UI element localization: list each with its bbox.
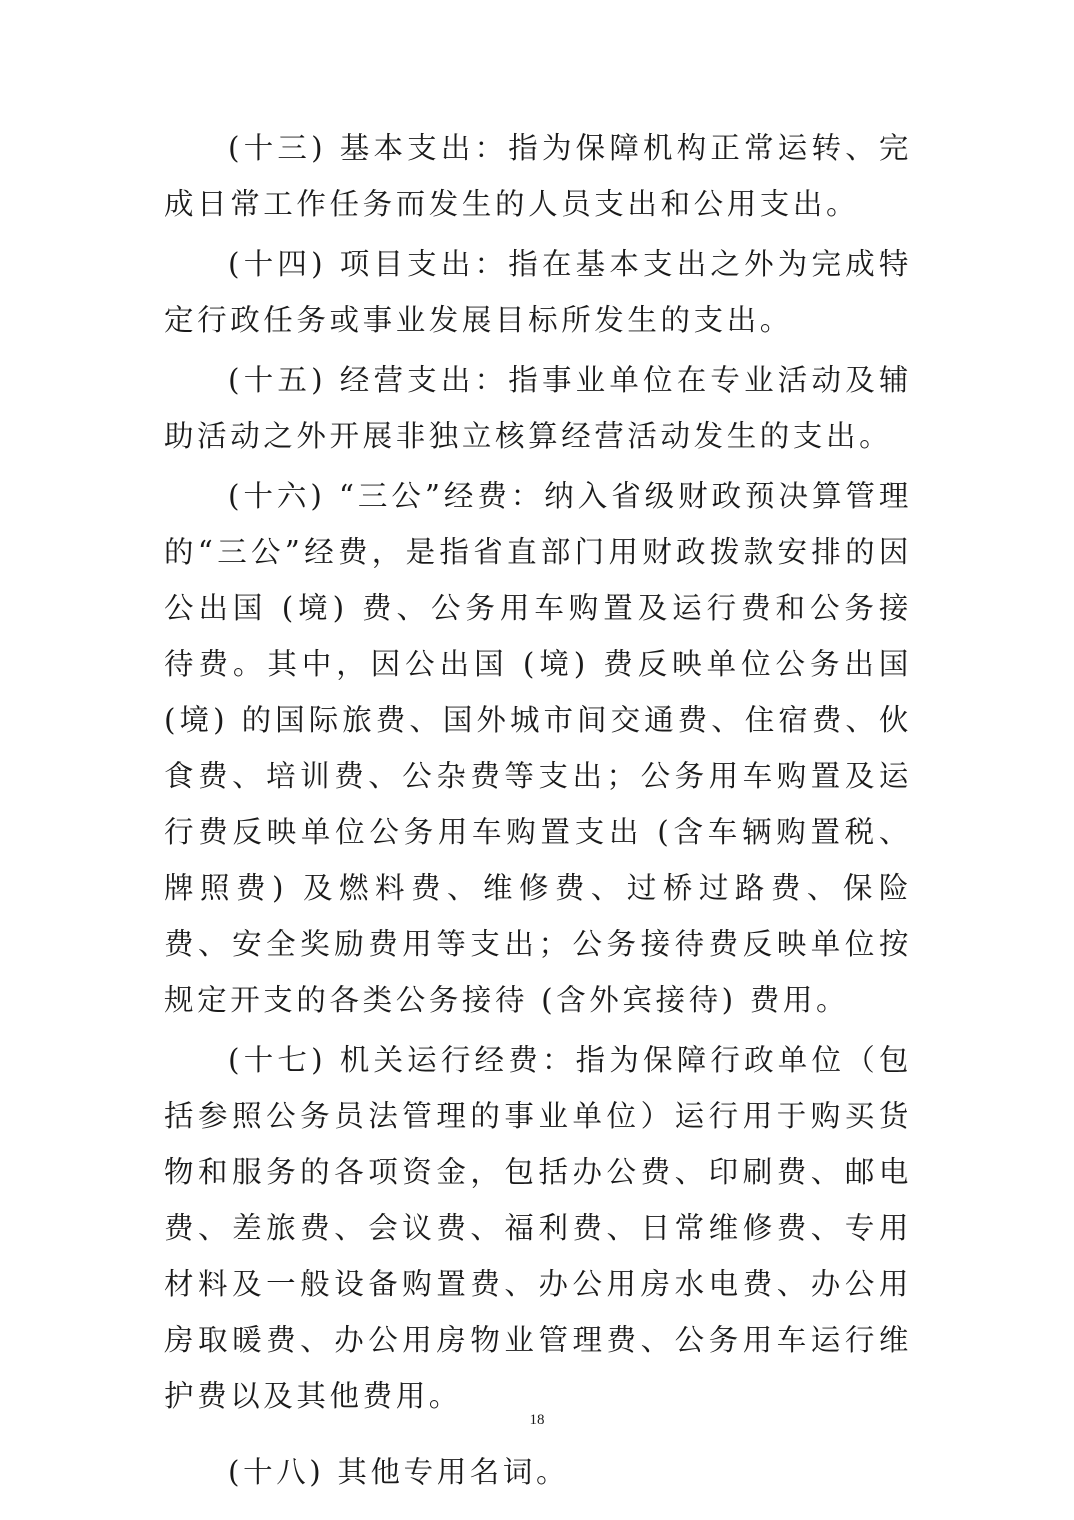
paragraph-agency-operating-funds: (十七) 机关运行经费：指为保障行政单位（包括参照公务员法管理的事业单位）运行用于购买货物和服务的各项资金，包括办公费、印刷费、邮电费、差旅费、会议费、福利费、日常维修费、专用材料及一般设备购置费、办公用房水电费、办公用房取暖费、办公用房物业管理费、公务用车运行维护费以及其他费用。 bbox=[164, 1043, 912, 1413]
paragraph-other-terms: (十八) 其他专用名词。 bbox=[228, 1455, 570, 1489]
page-number: 18 bbox=[529, 1412, 545, 1428]
document-body bbox=[164, 120, 912, 1500]
paragraph-operating-expenditure: (十五) 经营支出：指事业单位在专业活动及辅助活动之外开展非独立核算经营活动发生的支出。 bbox=[164, 363, 912, 453]
paragraph-three-public-expenses: (十六) “三公”经费：纳入省级财政预决算管理的“三公”经费，是指省直部门用财政拨款安排的因公出国 (境) 费、公务用车购置及运行费和公务接待费。其中，因公出国 (境) 费反映单位公务出国 (境) 的国际旅费、国外城市间交通费、住宿费、伙食费、培训费、公杂费等支出；公务用车购置及运行费反映单位公务用车购置支出 (含车辆购置税、牌照费) 及燃料费、维修费、过桥过路费、保险费、安全奖励费用等支出；公务接待费反映单位按规定开支的各类公务接待 (含外宾接待) 费用。 bbox=[164, 479, 912, 1017]
paragraph-project-expenditure: (十四) 项目支出：指在基本支出之外为完成特定行政任务或事业发展目标所发生的支出。 bbox=[164, 247, 912, 337]
paragraph-basic-expenditure: (十三) 基本支出：指为保障机构正常运转、完成日常工作任务而发生的人员支出和公用支出。 bbox=[164, 131, 912, 221]
